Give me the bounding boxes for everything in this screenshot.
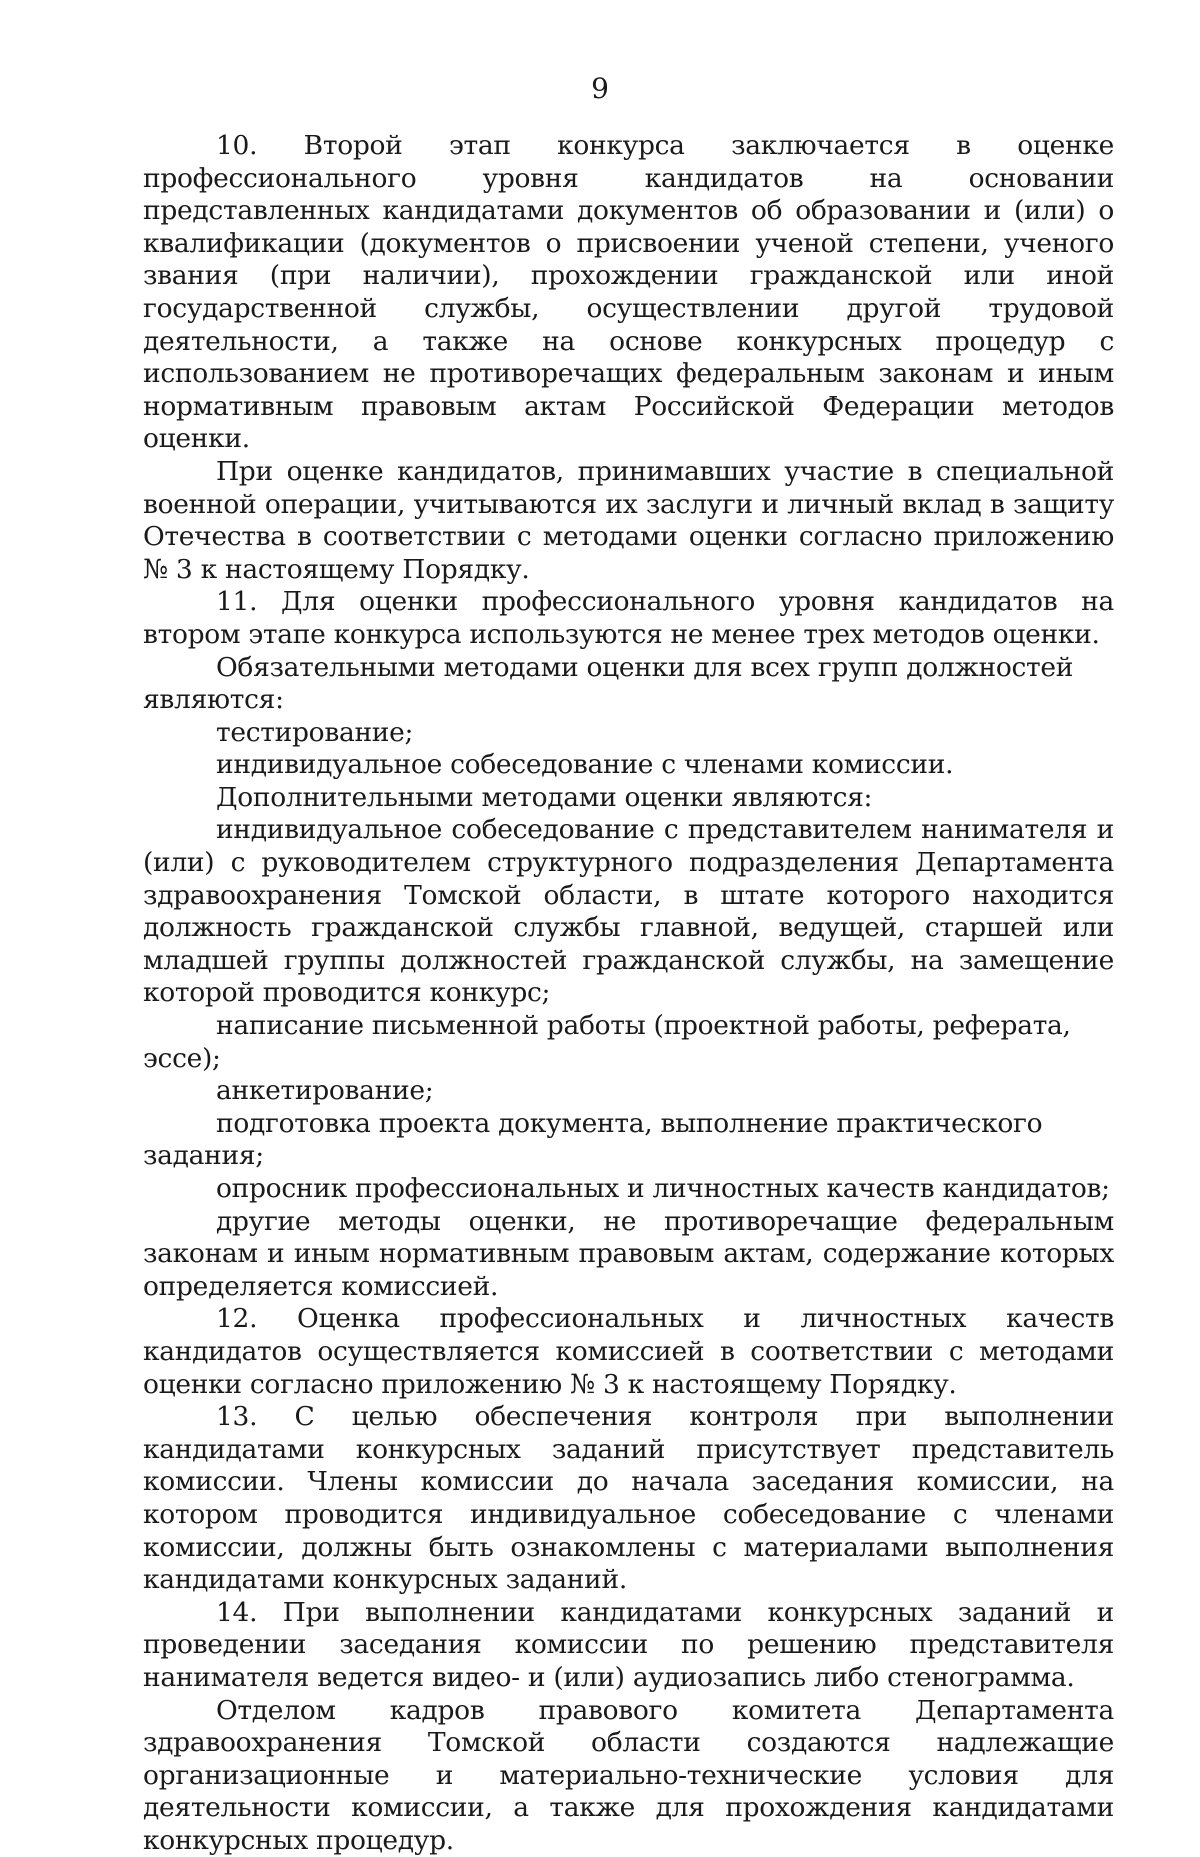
- list-item-testing: тестирование;: [143, 717, 1114, 750]
- list-item-interview-employer: индивидуальное собеседование с представителем нанимателя и (или) с руководителем структурного подразделения Департамента здравоохранения Томской области, в штате которого находится должность гражданской службы главной, ведущей, старшей или младшей группы должностей гражданской службы, на замещение которой проводится конкурс;: [143, 814, 1114, 1010]
- paragraph-11: 11. Для оценки профессионального уровня кандидатов на втором этапе конкурса используются не менее трех методов оценки.: [143, 586, 1114, 651]
- paragraph-10: 10. Второй этап конкурса заключается в оценке профессионального уровня кандидатов на основании представленных кандидатами документов об образовании и (или) о квалификации (документов о присвоении ученой степени, ученого звания (при наличии), прохождении гражданской или иной государственной службы, осуществлении другой трудовой деятельности, а также на основе конкурсных процедур с использованием не противоречащих федеральным законам и иным нормативным правовым актам Российской Федерации методов оценки.: [143, 130, 1114, 456]
- paragraph-13: 13. С целью обеспечения контроля при выполнении кандидатами конкурсных заданий присутствует представитель комиссии. Члены комиссии до начала заседания комиссии, на котором проводится индивидуальное собеседование с членами комиссии, должны быть ознакомлены с материалами выполнения кандидатами конкурсных заданий.: [143, 1401, 1114, 1597]
- page-number: 9: [0, 72, 1200, 106]
- list-item-questionnaire: анкетирование;: [143, 1075, 1114, 1108]
- list-item-written-work: написание письменной работы (проектной работы, реферата, эссе);: [143, 1010, 1114, 1075]
- list-item-other-methods: другие методы оценки, не противоречащие федеральным законам и иным нормативным правовым актам, содержание которых определяется комиссией.: [143, 1206, 1114, 1304]
- paragraph-12: 12. Оценка профессиональных и личностных качеств кандидатов осуществляется комиссией в соответствии с методами оценки согласно приложению № 3 к настоящему Порядку.: [143, 1303, 1114, 1401]
- paragraph-14: 14. При выполнении кандидатами конкурсных заданий и проведении заседания комиссии по решению представителя нанимателя ведется видео- и (или) аудиозапись либо стенограмма.: [143, 1597, 1114, 1695]
- list-item-interview-commission: индивидуальное собеседование с членами комиссии.: [143, 749, 1114, 782]
- document-body: [143, 130, 1114, 1857]
- mandatory-methods-heading: Обязательными методами оценки для всех групп должностей являются:: [143, 652, 1114, 717]
- paragraph-hr-department: Отделом кадров правового комитета Департамента здравоохранения Томской области создаются надлежащие организационные и материально-технические условия для деятельности комиссии, а также для прохождения кандидатами конкурсных процедур.: [143, 1695, 1114, 1857]
- paragraph-svo-evaluation: При оценке кандидатов, принимавших участие в специальной военной операции, учитываются их заслуги и личный вклад в защиту Отечества в соответствии с методами оценки согласно приложению № 3 к настоящему Порядку.: [143, 456, 1114, 586]
- list-item-document-draft: подготовка проекта документа, выполнение практического задания;: [143, 1108, 1114, 1173]
- additional-methods-heading: Дополнительными методами оценки являются:: [143, 782, 1114, 815]
- list-item-qualities-survey: опросник профессиональных и личностных качеств кандидатов;: [143, 1173, 1114, 1206]
